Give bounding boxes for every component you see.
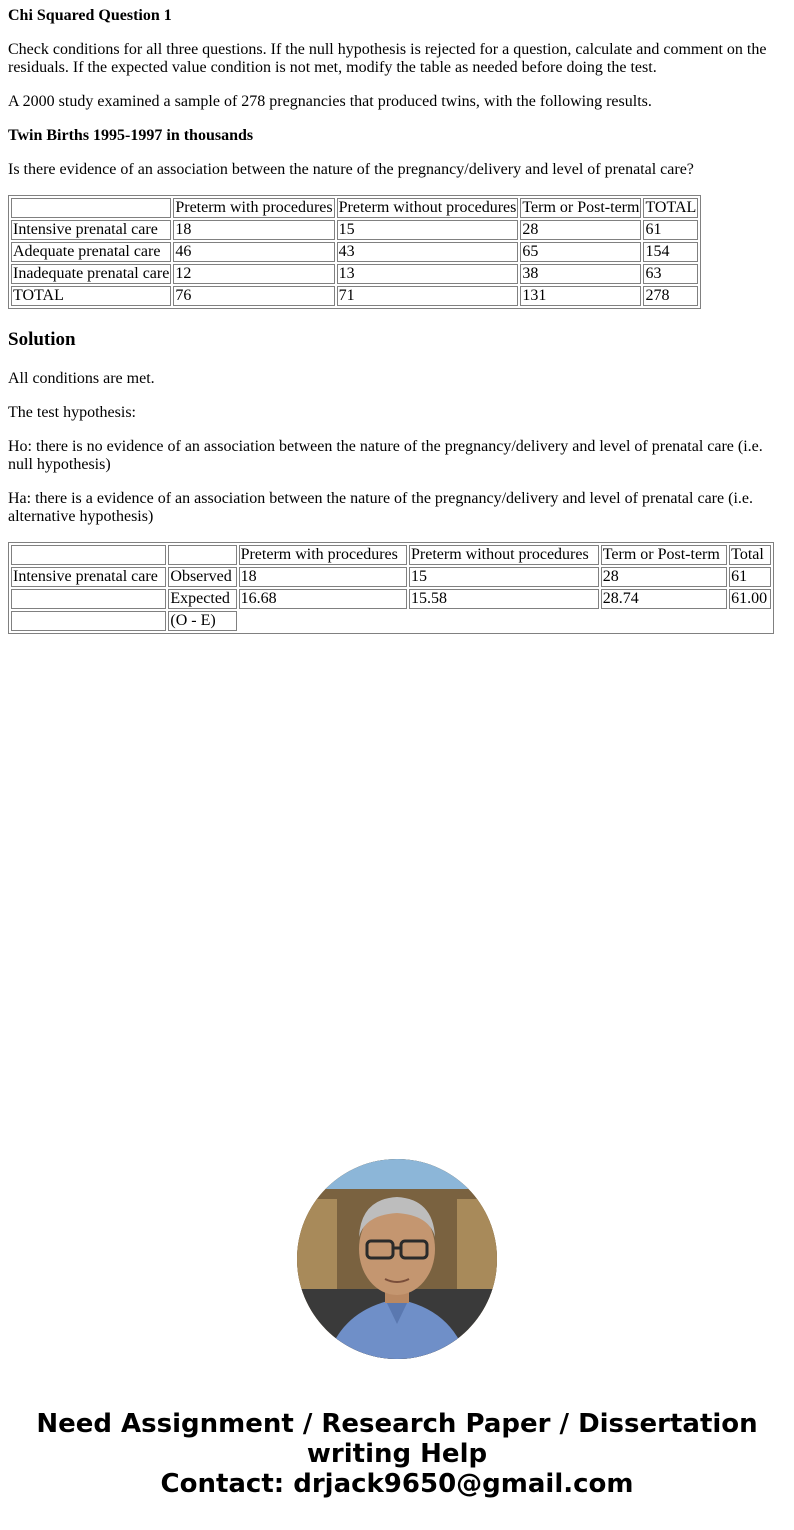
instructions-text: Check conditions for all three questions. If the null hypothesis is rejected for a question, calculate and comment on the residuals. If the expected value condition is not met, modify the table as needed before doing the test.	[8, 41, 767, 76]
table-cell: Observed	[168, 567, 236, 587]
table-cell: 61	[729, 567, 771, 587]
table-header-cell: Term or Post-term	[601, 545, 727, 565]
table-cell: 278	[643, 286, 698, 306]
table-cell: Expected	[168, 589, 236, 609]
twin-births-table	[8, 195, 701, 309]
expected-values-table	[8, 542, 774, 634]
table-cell: Intensive prenatal care	[11, 567, 166, 587]
table-cell: TOTAL	[11, 286, 171, 306]
table-header-row	[11, 545, 771, 565]
table-cell: 28.74	[601, 589, 727, 609]
table-header-cell: Preterm without procedures	[409, 545, 599, 565]
table-row	[11, 567, 771, 587]
table-header-cell: Preterm with procedures	[175, 199, 333, 216]
table-cell: 12	[173, 264, 334, 284]
table-cell: 15	[337, 220, 519, 240]
table-header-cell: Preterm without procedures	[338, 199, 517, 216]
footer-text	[0, 1409, 794, 1499]
table-title: Twin Births 1995-1997 in thousands	[8, 127, 254, 144]
table-cell: 43	[337, 242, 519, 262]
test-hypothesis-intro: The test hypothesis:	[8, 404, 136, 421]
page-content	[0, 7, 794, 634]
null-hypothesis: Ho: there is no evidence of an association between the nature of the pregnancy/delivery and level of prenatal care (i.e. null hypothesis)	[8, 438, 763, 473]
table-cell: 76	[173, 286, 334, 306]
table-cell: (O - E)	[168, 611, 236, 631]
table-cell: 65	[520, 242, 641, 262]
conditions-text: All conditions are met.	[8, 370, 155, 387]
table-cell: 16.68	[239, 589, 407, 609]
table-row	[11, 611, 771, 631]
footer-promo	[0, 1159, 794, 1499]
table-cell: 46	[173, 242, 334, 262]
table-cell: 131	[520, 286, 641, 306]
contact-email: Contact: drjack9650@gmail.com	[160, 1469, 634, 1499]
table-cell: 28	[601, 567, 727, 587]
table-header-cell	[11, 545, 166, 565]
table-row	[11, 286, 698, 306]
table-header-row	[11, 198, 698, 218]
table-row	[11, 589, 771, 609]
table-cell: Adequate prenatal care	[11, 242, 171, 262]
study-description: A 2000 study examined a sample of 278 pregnancies that produced twins, with the following results.	[8, 93, 652, 110]
table-header-cell	[168, 545, 236, 565]
footer-line: Need Assignment / Research Paper / Dissertation	[36, 1409, 758, 1439]
avatar	[297, 1159, 497, 1359]
table-cell: 18	[239, 567, 407, 587]
table-cell: 18	[173, 220, 334, 240]
table-cell: 71	[337, 286, 519, 306]
table-cell: 61	[643, 220, 698, 240]
table-cell	[11, 589, 166, 609]
table-cell: 15	[409, 567, 599, 587]
table-cell: 63	[643, 264, 698, 284]
table-cell: Intensive prenatal care	[11, 220, 171, 240]
table-header-cell	[11, 198, 171, 218]
question-prompt: Is there evidence of an association between the nature of the pregnancy/delivery and level of prenatal care?	[8, 161, 694, 178]
table-header-cell: Term or Post-term	[522, 199, 640, 216]
table-row	[11, 220, 698, 240]
table-cell: 61.00	[729, 589, 771, 609]
table-header-cell: Preterm with procedures	[239, 545, 407, 565]
table-cell: 154	[643, 242, 698, 262]
table-cell: 15.58	[409, 589, 599, 609]
table-cell: 38	[520, 264, 641, 284]
table-cell: 13	[337, 264, 519, 284]
solution-heading: Solution	[8, 329, 76, 350]
table-row	[11, 242, 698, 262]
alternative-hypothesis: Ha: there is a evidence of an association between the nature of the pregnancy/delivery and level of prenatal care (i.e. alternative hypothesis)	[8, 490, 753, 525]
table-cell	[11, 611, 166, 631]
table-header-cell: Total	[729, 545, 771, 565]
table-header-cell: TOTAL	[645, 199, 697, 216]
table-cell: Inadequate prenatal care	[13, 265, 170, 282]
footer-line: writing Help	[306, 1439, 488, 1469]
portrait-image	[297, 1159, 497, 1359]
table-cell: 28	[520, 220, 641, 240]
question-title: Chi Squared Question 1	[8, 7, 172, 24]
table-row	[11, 264, 698, 284]
